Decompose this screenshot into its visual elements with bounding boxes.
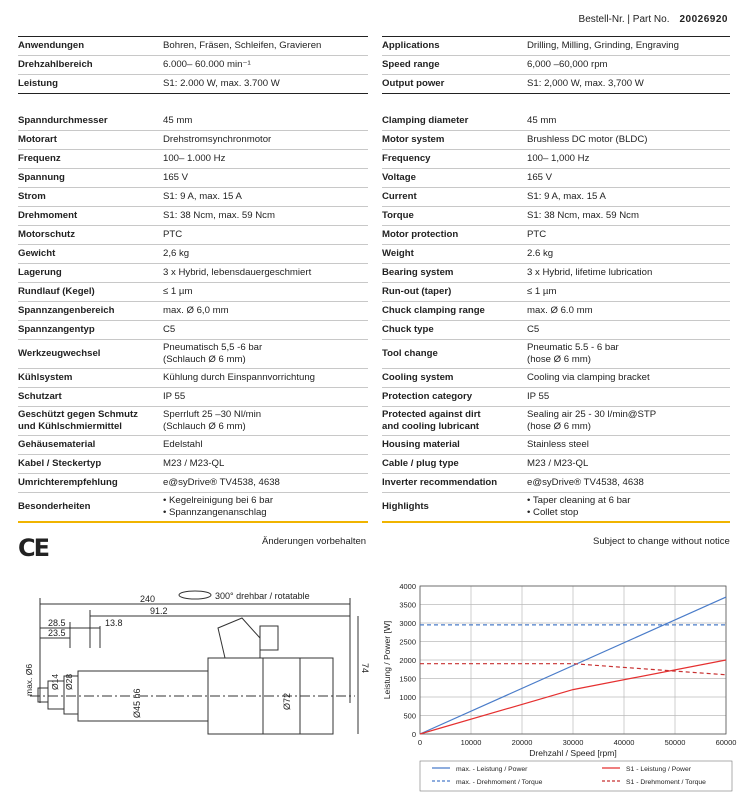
spec-value: PTC: [163, 229, 183, 240]
x-axis-label: Drehzahl / Speed [rpm]: [529, 748, 617, 758]
spec-key: Spannung: [18, 172, 65, 183]
spec-value: 100– 1,000 Hz: [527, 153, 590, 164]
spec-value: S1: 9 A, max. 15 A: [527, 191, 606, 202]
spec-row: [18, 37, 368, 56]
spec-key: Frequency: [382, 153, 431, 164]
spec-value: C5: [163, 324, 176, 335]
spec-row: [18, 369, 368, 388]
spec-key: Protection category: [382, 391, 473, 402]
spec-row: [18, 264, 368, 283]
spec-row: [18, 112, 368, 131]
spec-value: 3 x Hybrid, lifetime lubrication: [527, 267, 653, 278]
spec-value: 2.6 kg: [527, 248, 554, 259]
spec-value: 45 mm: [163, 115, 193, 126]
spec-row: [18, 56, 368, 75]
spec-value: S1: 9 A, max. 15 A: [163, 191, 242, 202]
legend-label: S1 - Drehmoment / Torque: [626, 779, 706, 786]
spec-row: [18, 493, 368, 523]
y-tick-label: 3500: [399, 600, 416, 610]
spec-value: 2,6 kg: [163, 248, 190, 259]
y-tick-label: 500: [403, 711, 416, 721]
dim-72: Ø72: [282, 692, 292, 710]
spec-value: max. Ø 6,0 mm: [163, 305, 229, 316]
spec-row: [18, 169, 368, 188]
spec-value: PTC: [527, 229, 547, 240]
spec-value: S1: 2.000 W, max. 3.700 W: [163, 78, 280, 89]
spec-row: [382, 388, 730, 407]
spec-key: Chuck clamping range: [382, 305, 485, 316]
spec-key: Motor system: [382, 134, 445, 145]
legend-label: S1 - Leistung / Power: [626, 766, 691, 773]
spec-value: M23 / M23-QL: [527, 458, 589, 469]
x-tick-label: 40000: [613, 738, 635, 747]
spec-key: Motor protection: [382, 229, 459, 240]
spec-row: [382, 112, 730, 131]
dim-28b: Ø28: [64, 673, 74, 690]
spec-row: [382, 245, 730, 264]
spec-key: Clamping diameter: [382, 115, 469, 126]
x-tick-label: 30000: [562, 738, 584, 747]
spec-value: Bohren, Fräsen, Schleifen, Gravieren: [163, 40, 322, 51]
spec-key: Chuck type: [382, 324, 434, 335]
spec-row: [382, 493, 730, 523]
spec-row: [382, 436, 730, 455]
rotatable-label: 300° drehbar / rotatable: [215, 591, 310, 601]
dim-14: Ø14: [50, 673, 60, 690]
spec-key: Run-out (taper): [382, 286, 452, 297]
spec-key: Schutzart: [18, 391, 62, 402]
spec-table-english: [382, 36, 730, 523]
spec-row: [382, 407, 730, 436]
spec-key: Strom: [18, 191, 46, 202]
dim-28: 28.5: [48, 618, 66, 628]
spec-row: [382, 207, 730, 226]
x-tick-label: 10000: [460, 738, 482, 747]
spec-value: IP 55: [527, 391, 550, 402]
spec-key: Leistung: [18, 78, 58, 89]
spec-key: Applications: [382, 40, 440, 51]
spec-value: IP 55: [163, 391, 186, 402]
spec-key: Frequenz: [18, 153, 61, 164]
spec-key: Gewicht: [18, 248, 56, 259]
spec-row: [18, 474, 368, 493]
change-note-english: Subject to change without notice: [593, 536, 730, 547]
spec-table-german: [18, 36, 368, 523]
spec-key: Motorart: [18, 134, 57, 145]
spec-row: [382, 283, 730, 302]
spec-value: Sperrluft 25 –30 Nl/min (Schlauch Ø 6 mm): [163, 409, 262, 432]
y-tick-label: 4000: [399, 582, 416, 591]
part-number-header: [579, 14, 728, 25]
spec-value: Drilling, Milling, Grinding, Engraving: [527, 40, 679, 51]
spec-value: max. Ø 6.0 mm: [527, 305, 593, 316]
spec-row: [18, 407, 368, 436]
spec-row: [382, 169, 730, 188]
y-tick-label: 2000: [399, 656, 416, 665]
x-tick-label: 0: [417, 738, 423, 747]
dim-45: Ø45 h6: [132, 688, 142, 718]
legend-label: max. - Leistung / Power: [456, 766, 528, 773]
spec-row: [18, 150, 368, 169]
y-tick-label: 2500: [399, 637, 416, 647]
spec-row: [382, 264, 730, 283]
dim-91: 91.2: [150, 606, 168, 616]
ce-mark: CE: [18, 534, 49, 562]
spec-key: Cooling system: [382, 372, 454, 383]
spec-value: C5: [527, 324, 540, 335]
spec-row: [18, 388, 368, 407]
spec-key: Tool change: [382, 348, 438, 359]
spec-key: Gehäusematerial: [18, 439, 96, 450]
spec-key: Cable / plug type: [382, 458, 459, 469]
spec-value: S1: 38 Ncm, max. 59 Ncm: [163, 210, 275, 221]
y-tick-label: 1000: [399, 693, 416, 702]
spec-key: Drehmoment: [18, 210, 78, 221]
spec-row: [18, 302, 368, 321]
spec-row: [382, 150, 730, 169]
spec-value: • Taper cleaning at 6 bar • Collet stop: [527, 495, 631, 518]
spec-key: Torque: [382, 210, 414, 221]
spec-row: [18, 321, 368, 340]
spec-row: [382, 37, 730, 56]
x-tick-label: 50000: [664, 738, 686, 747]
spec-key: Spannzangenbereich: [18, 305, 115, 316]
spec-value: ≤ 1 µm: [163, 286, 193, 297]
spindle-drawing: [10, 578, 370, 748]
spec-key: Kühlsystem: [18, 372, 73, 383]
spec-row: [18, 283, 368, 302]
spec-value: 165 V: [163, 172, 189, 183]
spec-value: Sealing air 25 - 30 l/min@STP (hose Ø 6 mm): [527, 409, 657, 432]
spec-key: Speed range: [382, 59, 440, 70]
part-number: 20026920: [679, 14, 728, 25]
spec-key: Spannzangentyp: [18, 324, 95, 335]
spec-row: [382, 340, 730, 369]
change-note-german: Änderungen vorbehalten: [262, 536, 367, 547]
spec-value: 6.000– 60.000 min⁻¹: [163, 59, 251, 70]
spec-value: Edelstahl: [163, 439, 203, 450]
spec-value: Cooling via clamping bracket: [527, 372, 650, 383]
spec-key: Werkzeugwechsel: [18, 348, 101, 359]
order-label: Bestell-Nr. | Part No.: [578, 14, 670, 25]
spec-row: [18, 455, 368, 474]
x-tick-label: 20000: [511, 738, 533, 747]
spec-value: S1: 2,000 W, max. 3,700 W: [527, 78, 644, 89]
spec-value: Drehstromsynchronmotor: [163, 134, 272, 145]
spec-key: Kabel / Steckertyp: [18, 458, 102, 469]
spec-key: Bearing system: [382, 267, 454, 278]
spec-value: e@syDrive® TV4538, 4638: [163, 477, 280, 488]
spec-key: Inverter recommendation: [382, 477, 498, 488]
spec-key: Protected against dirt and cooling lubricant: [382, 409, 481, 432]
y-tick-label: 0: [411, 730, 416, 739]
spec-row: [382, 56, 730, 75]
spec-key: Lagerung: [18, 267, 62, 278]
spec-value: 6,000 –60,000 rpm: [527, 59, 608, 70]
spec-row: [382, 302, 730, 321]
spec-key: Highlights: [382, 501, 429, 512]
spec-key: Rundlauf (Kegel): [18, 286, 95, 297]
y-tick-label: 3000: [399, 619, 416, 628]
spec-value: Pneumatisch 5,5 -6 bar (Schlauch Ø 6 mm): [163, 342, 263, 365]
dim-240: 240: [140, 594, 156, 604]
spec-value: 165 V: [527, 172, 553, 183]
spec-value: Pneumatic 5.5 - 6 bar (hose Ø 6 mm): [527, 342, 619, 365]
spec-value: M23 / M23-QL: [163, 458, 225, 469]
spec-key: Housing material: [382, 439, 460, 450]
spec-row: [382, 188, 730, 207]
spec-value: Stainless steel: [527, 439, 589, 450]
spec-value: S1: 38 Ncm, max. 59 Ncm: [527, 210, 639, 221]
dim-max6: max. Ø6: [24, 663, 34, 696]
y-axis-label: Leistung / Power [W]: [382, 620, 392, 700]
dim-23: 23.5: [48, 628, 66, 638]
spec-row: [382, 226, 730, 245]
spec-key: Output power: [382, 78, 445, 89]
spec-key: Anwendungen: [18, 40, 85, 51]
spec-key: Geschützt gegen Schmutz und Kühlschmiermittel: [18, 409, 138, 432]
spec-row: [18, 207, 368, 226]
spec-row: [18, 131, 368, 150]
legend-label: max. - Drehmoment / Torque: [456, 779, 543, 786]
spec-key: Umrichterempfehlung: [18, 477, 118, 488]
spec-row: [18, 226, 368, 245]
spec-value: 100– 1.000 Hz: [163, 153, 226, 164]
spec-key: Voltage: [382, 172, 416, 183]
spec-row: [18, 75, 368, 94]
spec-value: Brushless DC motor (BLDC): [527, 134, 648, 145]
dim-74: 74: [360, 663, 370, 674]
spec-row: [18, 245, 368, 264]
spec-row: [382, 369, 730, 388]
power-chart: [380, 578, 737, 788]
spec-row: [382, 455, 730, 474]
spec-key: Drehzahlbereich: [18, 59, 93, 70]
spec-value: • Kegelreinigung bei 6 bar • Spannzangenanschlag: [163, 495, 274, 518]
spec-row: [382, 131, 730, 150]
spec-row: [18, 188, 368, 207]
spec-value: 45 mm: [527, 115, 557, 126]
spec-key: Current: [382, 191, 417, 202]
spec-row: [18, 340, 368, 369]
spec-value: e@syDrive® TV4538, 4638: [527, 477, 644, 488]
spec-row: [382, 75, 730, 94]
spec-value: Kühlung durch Einspannvorrichtung: [163, 372, 316, 383]
x-tick-label: 60000: [715, 738, 737, 747]
dim-13: 13.8: [105, 618, 123, 628]
y-tick-label: 1500: [399, 674, 416, 684]
spec-value: ≤ 1 µm: [527, 286, 557, 297]
spec-row: [18, 436, 368, 455]
spec-key: Spanndurchmesser: [18, 115, 108, 126]
spec-key: Besonderheiten: [18, 501, 91, 512]
spec-key: Weight: [382, 248, 414, 259]
spec-value: 3 x Hybrid, lebensdauergeschmiert: [163, 267, 312, 278]
spec-row: [382, 474, 730, 493]
spec-row: [382, 321, 730, 340]
spec-key: Motorschutz: [18, 229, 76, 240]
